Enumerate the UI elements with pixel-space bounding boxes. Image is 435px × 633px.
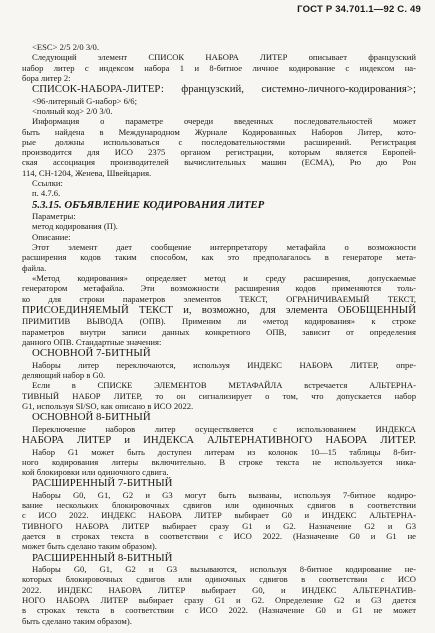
text-line: 5.3.15. ОБЪЯВЛЕНИЕ КОДИРОВАНИЯ ЛИТЕР xyxy=(32,198,265,211)
text-line: НОГО НАБОРА ЛИТЕР выбирает сразу G1 и G2. Определение G2 и G3 дается xyxy=(22,595,416,606)
text-line: быть найдена в Международном Журнале Кодированных Наборов Литер, кото- xyxy=(22,126,416,137)
text-line: <ESC> 2/5 2/0 3/0. xyxy=(32,42,99,52)
text-line: производится для ИСО 2375 органом регистрации, которым является Европей- xyxy=(22,147,416,158)
text-line: ТИВНЫЙ НАБОР ЛИТЕР, то он сигнализирует о том, что допускается набор xyxy=(22,390,416,401)
text-line: метод кодирования (П). xyxy=(32,221,118,232)
text-line: вание нескольких блокировочных сдвигов или одиночных сдвигов в соответствии xyxy=(22,500,416,511)
text-line: быть сделано таким образом). xyxy=(22,615,132,626)
text-line: параметров внутри записи данных конкретного ОПВ, зависит от определения xyxy=(22,326,416,337)
text-line: файла. xyxy=(22,262,47,273)
page-body xyxy=(22,42,416,626)
text-line: ного кодирования литеры включительно. В строке текста не используется ника- xyxy=(22,456,416,467)
text-line: Наборы G0, G1, G2 и G3 вызываются, используя 8-битное кодирование не- xyxy=(32,564,416,575)
text-line: Набор G1 может быть доступен литерам из колонок 10—15 таблицы 8-бит- xyxy=(32,446,416,457)
text-line: ская ассоциация производителей вычислительных машин (ECMA), Рю дю Рон xyxy=(22,157,416,168)
text-line: НАБОРА ЛИТЕР и ИНДЕКСА АЛЬТЕРНАТИВНОГО НАБОРА ЛИТЕР. xyxy=(22,434,416,446)
text-line: Ссылки: xyxy=(32,178,63,189)
text-line: ОСНОВНОЙ 8-БИТНЫЙ xyxy=(32,411,151,424)
text-line: Информация о параметре очереди введенных последовательностей может xyxy=(32,116,416,127)
text-line: РАСШИРЕННЫЙ 8-БИТНЫЙ xyxy=(32,551,173,564)
text-line: Параметры: xyxy=(32,211,76,222)
text-line: может быть сделано таким образом). xyxy=(22,541,157,552)
text-line: Этот элемент дает сообщение интерпретатору метафайла о возможности xyxy=(32,242,416,253)
text-line: деляющий набор в G0. xyxy=(22,370,106,381)
text-line: G1, используя SI/SO, как описано в ИСО 2022. xyxy=(22,400,194,411)
text-line: РАСШИРЕННЫЙ 7-БИТНЫЙ xyxy=(32,477,173,490)
text-line: дается в строках текста в соответствии с ИСО 2022. (Назначение G0 и G1 не xyxy=(22,531,416,542)
text-line: бора литер 2: xyxy=(22,72,71,83)
text-line: Следующий элемент СПИСОК НАБОРА ЛИТЕР описывает французский xyxy=(32,52,416,63)
text-line: СПИСОК-НАБОРА-ЛИТЕР: французский, системно-личного-кодирования>; xyxy=(32,83,416,96)
text-line: 114, СН-1204, Женева, Швейцария. xyxy=(22,167,152,178)
text-line: «Метод кодирования» определяет метод и среду расширения, допускаемые xyxy=(32,272,416,283)
text-line: в строках текста в соответствии с ИСО 2022. (Назначение G0 и G1 не может xyxy=(22,605,416,616)
text-line: Если в СПИСКЕ ЭЛЕМЕНТОВ МЕТАФАЙЛА встречается АЛЬТЕРНА- xyxy=(32,380,416,391)
text-line: которых блокировочных сдвигов или одиночных сдвигов в соответствии с ИСО xyxy=(22,574,416,585)
text-line: Описание: xyxy=(32,231,71,242)
text-line: Наборы G0, G1, G2 и G3 могут быть вызваны, используя 7-битное кодиро- xyxy=(32,489,416,500)
text-line: рые должны использоваться с последовательностями расширений. Регистрация xyxy=(22,136,416,147)
text-line: <96-литерный G-набор> 6/6; xyxy=(32,95,137,106)
text-line: ко для строки параметров элементов ТЕКСТ, ОГРАНИЧИВАЕМЫЙ ТЕКСТ, xyxy=(22,293,416,304)
text-line: набор литер с индексом набора 1 и 8-битное личное кодирование с индексом на- xyxy=(22,62,416,73)
text-line: кой блокировки или одиночного сдвига. xyxy=(22,467,169,478)
text-line: п. 4.7.6. xyxy=(32,188,61,199)
text-line: Переключение наборов литер осуществляется с использованием ИНДЕКСА xyxy=(32,423,416,434)
page-header: ГОСТ Р 34.701.1—92 С. 49 xyxy=(297,4,421,15)
text-line: данного ОПВ. Стандартные значения: xyxy=(22,336,162,347)
text-line: ПРИСОЕДИНЯЕМЫЙ ТЕКСТ и, возможно, для элемента ОБОБЩЕННЫЙ xyxy=(22,303,416,316)
text-line: 2022. ИНДЕКС НАБОРА ЛИТЕР выбирает G0, и ИНДЕКС АЛЬТЕРНАТИВ- xyxy=(22,584,416,595)
text-line: ОСНОВНОЙ 7-БИТНЫЙ xyxy=(32,347,151,360)
text-line: с ИСО 2022. ИНДЕКС НАБОРА ЛИТЕР выбирает G0 и ИНДЕКС АЛЬТЕРНА- xyxy=(22,510,416,521)
text-line: расширения кодов таким способом, как это предполагалось в генераторе мета- xyxy=(22,252,416,263)
text-line: ПРИМИТИВ ВЫВОДА (ОПВ). Применим ли «метод кодирования» к строке xyxy=(22,316,416,327)
text-line: <полный код> 2/0 3/0. xyxy=(32,105,113,116)
text-line: генератором метафайла. Эти возможности расширения кодов применяются толь- xyxy=(22,283,416,294)
text-line: Наборы литер переключаются, используя ИНДЕКС НАБОРА ЛИТЕР, опре- xyxy=(32,359,416,370)
text-line: ТИВНОГО НАБОРА ЛИТЕР выбирает сразу G1 и G2. Назначение G2 и G3 xyxy=(22,520,416,531)
